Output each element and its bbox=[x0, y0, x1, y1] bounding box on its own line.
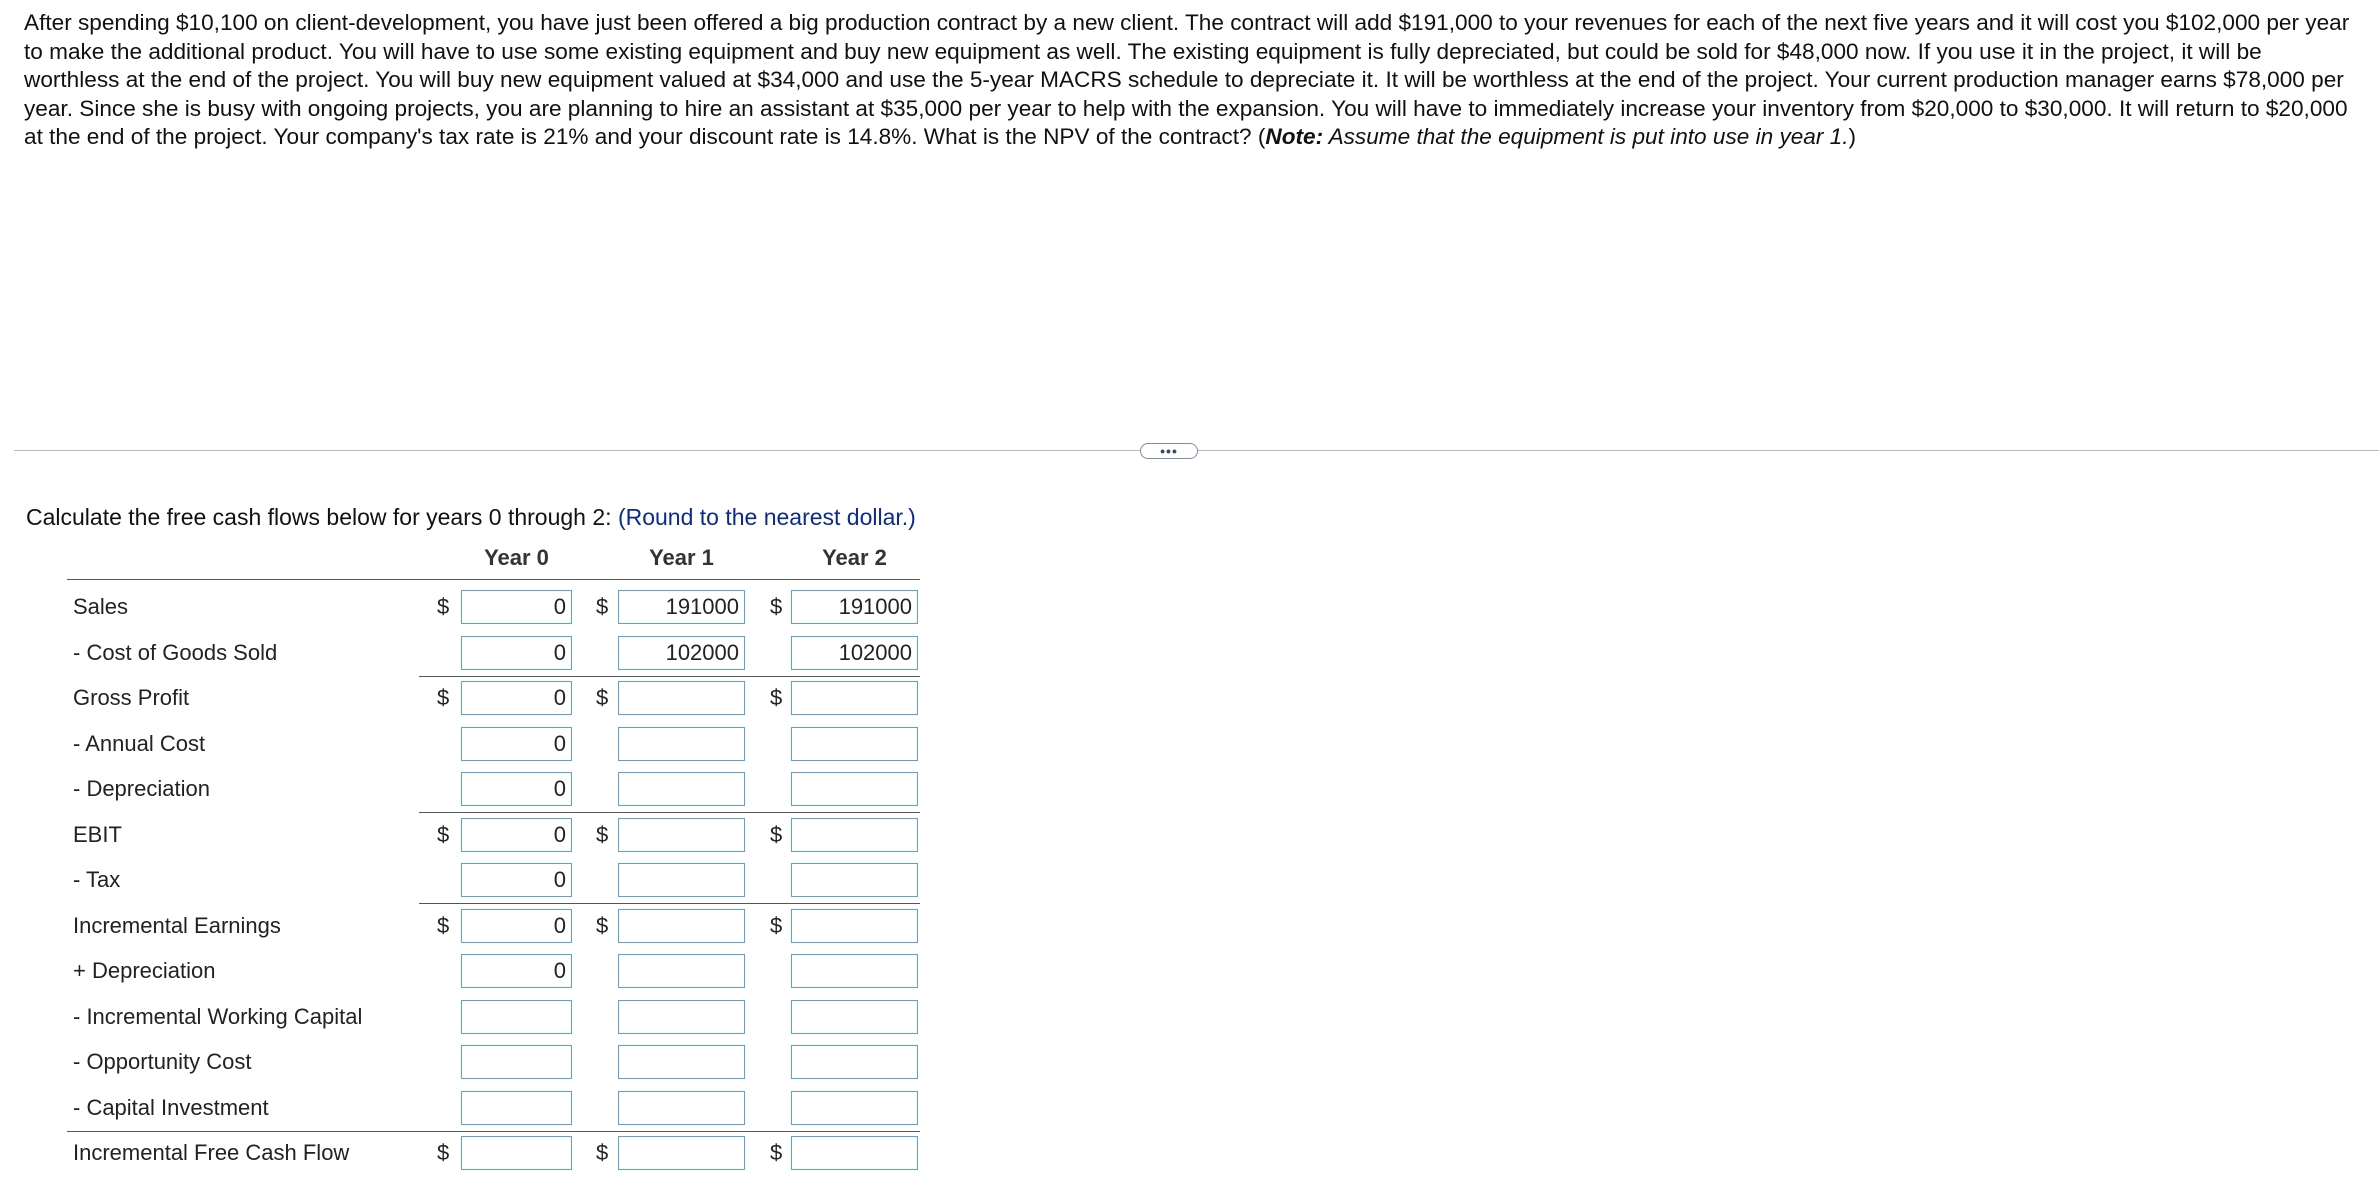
dollar-sign: $ bbox=[770, 821, 783, 847]
input-depreciation-year-0[interactable] bbox=[461, 772, 572, 806]
input-sales-year-2[interactable] bbox=[791, 590, 918, 624]
input-capital-investment-year-0[interactable] bbox=[461, 1091, 572, 1125]
dollar-sign: $ bbox=[770, 912, 783, 938]
dollar-sign: $ bbox=[596, 912, 609, 938]
dollar-sign: $ bbox=[596, 685, 609, 710]
input-gross-profit-year-0[interactable] bbox=[461, 681, 572, 715]
input-incremental-earnings-year-1[interactable] bbox=[618, 909, 745, 943]
row-label-ebit: EBIT bbox=[73, 821, 122, 847]
ellipsis-icon: ••• bbox=[1160, 443, 1178, 459]
input-tax-year-0[interactable] bbox=[461, 863, 572, 897]
row-label-sales: Sales bbox=[73, 594, 129, 619]
input-cost-of-goods-sold-year-0[interactable] bbox=[461, 636, 572, 670]
input-depreciation-year-1[interactable] bbox=[618, 954, 745, 988]
input-gross-profit-year-2[interactable] bbox=[791, 681, 918, 715]
input-tax-year-2[interactable] bbox=[791, 863, 918, 897]
instruction-main: Calculate the free cash flows below for years 0 through 2: bbox=[26, 504, 612, 530]
note-text: Assume that the equipment is put into use in year 1. bbox=[1323, 124, 1849, 150]
row-label-opportunity-cost: - Opportunity Cost bbox=[73, 1049, 252, 1074]
input-cost-of-goods-sold-year-2[interactable] bbox=[791, 636, 918, 670]
input-annual-cost-year-0[interactable] bbox=[461, 727, 572, 761]
dollar-sign: $ bbox=[596, 821, 609, 847]
row-label-annual-cost: - Annual Cost bbox=[73, 730, 206, 756]
instruction-text bbox=[26, 504, 916, 531]
dollar-sign: $ bbox=[770, 1140, 783, 1165]
input-ebit-year-0[interactable] bbox=[461, 818, 572, 852]
input-cost-of-goods-sold-year-1[interactable] bbox=[618, 636, 745, 670]
dollar-sign: $ bbox=[437, 685, 450, 710]
input-depreciation-year-1[interactable] bbox=[618, 772, 745, 806]
dollar-sign: $ bbox=[596, 594, 609, 619]
row-label-depreciation: - Depreciation bbox=[73, 776, 210, 801]
input-incremental-working-capital-year-0[interactable] bbox=[461, 1000, 572, 1034]
dollar-sign: $ bbox=[770, 594, 783, 619]
row-label-cost-of-goods-sold: - Cost of Goods Sold bbox=[73, 639, 278, 665]
header-year-2: Year 2 bbox=[822, 545, 887, 570]
input-opportunity-cost-year-1[interactable] bbox=[618, 1045, 745, 1079]
input-capital-investment-year-2[interactable] bbox=[791, 1091, 918, 1125]
input-opportunity-cost-year-0[interactable] bbox=[461, 1045, 572, 1079]
dollar-sign: $ bbox=[770, 685, 783, 710]
dollar-sign: $ bbox=[437, 821, 450, 847]
input-sales-year-1[interactable] bbox=[618, 590, 745, 624]
note-label: Note: bbox=[1265, 124, 1324, 150]
dollar-sign: $ bbox=[437, 594, 450, 619]
problem-statement bbox=[24, 9, 2360, 152]
row-label-capital-investment: - Capital Investment bbox=[73, 1094, 269, 1120]
table-rule bbox=[419, 812, 920, 813]
row-label-depreciation: + Depreciation bbox=[73, 958, 216, 983]
input-incremental-earnings-year-0[interactable] bbox=[461, 909, 572, 943]
table-rule bbox=[67, 1131, 920, 1132]
header-year-1: Year 1 bbox=[649, 545, 714, 570]
input-incremental-free-cash-flow-year-0[interactable] bbox=[461, 1136, 572, 1170]
input-depreciation-year-2[interactable] bbox=[791, 954, 918, 988]
input-depreciation-year-2[interactable] bbox=[791, 772, 918, 806]
input-annual-cost-year-2[interactable] bbox=[791, 727, 918, 761]
rounding-hint: (Round to the nearest dollar.) bbox=[617, 504, 916, 530]
input-incremental-earnings-year-2[interactable] bbox=[791, 909, 918, 943]
input-incremental-working-capital-year-1[interactable] bbox=[618, 1000, 745, 1034]
more-options-button[interactable] bbox=[1140, 443, 1198, 459]
row-label-gross-profit: Gross Profit bbox=[73, 685, 190, 710]
input-annual-cost-year-1[interactable] bbox=[618, 727, 745, 761]
input-depreciation-year-0[interactable] bbox=[461, 954, 572, 988]
input-incremental-working-capital-year-2[interactable] bbox=[791, 1000, 918, 1034]
problem-text: After spending $10,100 on client-development, you have just been offered a big production contract by a new client. The contract will add $191,000 to your revenues for each of the next five years and it will cost you $102,000 per year to make the additional product. You will have to use some existing equipment and buy new equipment as well. The existing equipment is fully depreciated, but could be sold for $48,000 now. If you use it in the project, it will be worthless at the end of the project. You will buy new equipment valued at $34,000 and use the 5-year MACRS schedule to depreciate it. It will be worthless at the end of the project. Your current production manager earns $78,000 per year. Since she is busy with ongoing projects, you are planning to hire an assistant at $35,000 per year to help with the expansion. You will have to immediately increase your inventory from $20,000 to $30,000. It will return to $20,000 at the end of the project. Your company's tax rate is 21% and your discount rate is 14.8%. What is the NPV of the contract? ( bbox=[24, 10, 2350, 150]
table-rule bbox=[67, 579, 920, 580]
row-label-incremental-earnings: Incremental Earnings bbox=[73, 912, 281, 938]
header-year-0: Year 0 bbox=[484, 545, 549, 570]
row-label-tax: - Tax bbox=[73, 867, 121, 892]
dollar-sign: $ bbox=[437, 912, 450, 938]
input-tax-year-1[interactable] bbox=[618, 863, 745, 897]
dollar-sign: $ bbox=[596, 1140, 609, 1165]
note-close-paren: ) bbox=[1848, 124, 1857, 150]
input-sales-year-0[interactable] bbox=[461, 590, 572, 624]
input-ebit-year-2[interactable] bbox=[791, 818, 918, 852]
input-ebit-year-1[interactable] bbox=[618, 818, 745, 852]
table-rule bbox=[419, 903, 920, 904]
input-incremental-free-cash-flow-year-1[interactable] bbox=[618, 1136, 745, 1170]
input-capital-investment-year-1[interactable] bbox=[618, 1091, 745, 1125]
dollar-sign: $ bbox=[437, 1140, 450, 1165]
table-rule bbox=[419, 676, 920, 677]
input-opportunity-cost-year-2[interactable] bbox=[791, 1045, 918, 1079]
row-label-incremental-working-capital: - Incremental Working Capital bbox=[73, 1003, 363, 1029]
input-gross-profit-year-1[interactable] bbox=[618, 681, 745, 715]
input-incremental-free-cash-flow-year-2[interactable] bbox=[791, 1136, 918, 1170]
row-label-incremental-free-cash-flow: Incremental Free Cash Flow bbox=[73, 1140, 350, 1165]
